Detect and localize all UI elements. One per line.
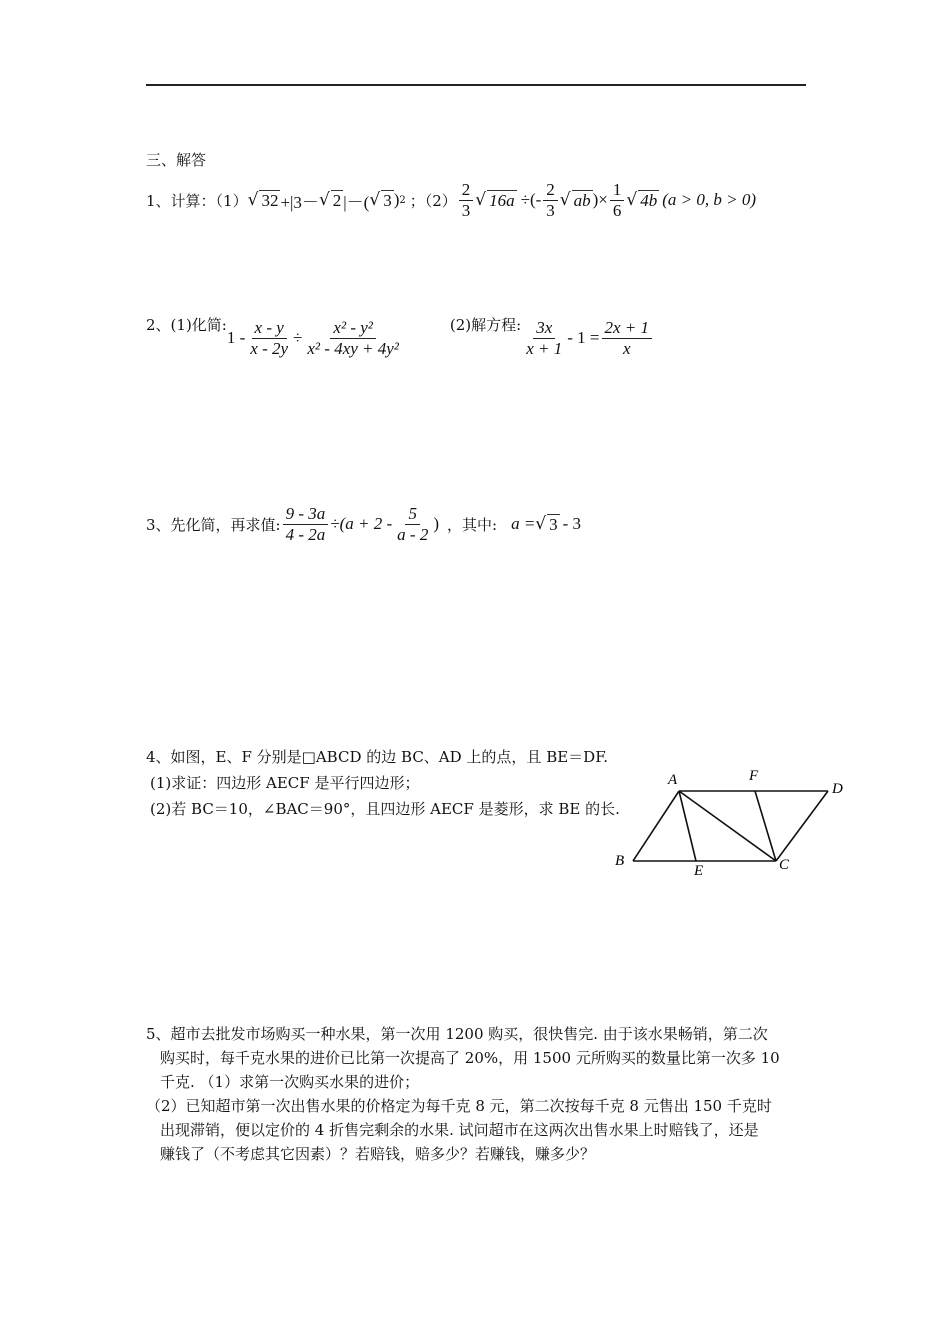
q3-value-a: a =	[511, 514, 536, 533]
question-3: 3、先化简，再求值: $\frac{9 - 3a}{4 - 2a}$ ÷(a + 2 - $\frac{5}{a - 2}$ ) ，其中: a = √ 3 - 3	[146, 503, 582, 544]
q1-fraction-3: $\frac{1}{6}$	[610, 180, 625, 220]
q3-op: ÷(a + 2 -	[330, 514, 393, 533]
segment-fc	[755, 791, 776, 861]
q2-fraction-d: $\frac{2x + 1}{x}$	[602, 318, 653, 358]
q1-part-d: |－(	[343, 192, 370, 212]
q1-lead: 1、计算：（1）	[146, 191, 248, 210]
q5-line-5: 出现滞销，便以定价的 4 折售完剩余的水果. 试问超市在这两次出售水果上时赔钱了，还是	[160, 1121, 759, 1139]
question-2	[146, 314, 654, 362]
q1-radicand-2: 2	[332, 190, 342, 210]
q5-line-6: 赚钱了（不考虑其它因素）？若赔钱，赔多少？若赚钱，赚多少？	[160, 1145, 596, 1163]
q3-value-b: - 3	[562, 514, 582, 533]
q3-value-radicand: 3	[549, 514, 558, 534]
q5-line-4: （2）已知超市第一次出售水果的价格定为每千克 8 元，第二次按每千克 8 元售出 150 千克时	[146, 1097, 772, 1115]
q2-middle: - 1 =	[567, 328, 600, 347]
q3-lead: 3、先化简，再求值:	[146, 515, 281, 534]
q3-fraction-a: $\frac{9 - 3a}{4 - 2a}$	[283, 504, 329, 544]
q2-one: 1 -	[226, 328, 246, 347]
label-a: A	[668, 772, 678, 788]
q4-line-2: (1)求证：四边形 AECF 是平行四边形；	[150, 774, 420, 792]
q4-line-1: 4、如图，E、F 分别是□ABCD 的边 BC、AD 上的点，且 BE＝DF.	[146, 748, 609, 766]
q1-part-b: +|3－	[280, 192, 319, 212]
q3-where: ，其中:	[447, 515, 498, 534]
label-d: D	[832, 781, 843, 797]
q2-lead: 2、(1)化简:	[146, 316, 227, 334]
header-rule	[146, 84, 806, 86]
edge-ab	[633, 791, 679, 861]
label-c: C	[779, 857, 790, 873]
edge-cd	[776, 791, 828, 861]
q5-line-2: 购买时，每千克水果的进价已比第一次提高了 20%，用 1500 元所购买的数量比第一次多 10	[160, 1049, 780, 1067]
q1-part-f: )	[393, 190, 400, 209]
q2-divide: ÷	[293, 328, 303, 347]
q1-condition: (a > 0, b > 0)	[662, 190, 756, 209]
q1-radicand-4: 16a	[489, 190, 515, 210]
q2-fraction-b: $\frac{\text{x² - y²}}{\text{x² - 4xy + 4y²}}$	[307, 317, 399, 358]
label-f: F	[749, 768, 759, 784]
q2-fraction-a: $\frac{x - y}{x - 2y}$	[250, 317, 289, 358]
q1-exponent: 2	[399, 194, 406, 206]
q1-fraction-2: $\frac{2}{3}$	[543, 180, 558, 220]
parallelogram-figure	[610, 760, 850, 882]
q3-fraction-b: $\frac{5}{a - 2}$	[397, 503, 429, 544]
q4-line-3: (2)若 BC＝10，∠BAC＝90°，且四边形 AECF 是菱形，求 BE 的长.	[150, 800, 620, 818]
q1-op-1: ÷(-	[520, 190, 542, 209]
q1-op-2: )×	[592, 190, 608, 209]
q1-radicand-5: ab	[573, 190, 591, 210]
label-b: B	[615, 853, 625, 869]
q1-radicand-6: 4b	[640, 190, 658, 210]
q1-radicand-3: 3	[383, 190, 392, 210]
q1-part-h: ；（2）	[409, 191, 457, 210]
label-e: E	[694, 863, 704, 879]
question-1: 1、计算：（1） √ 32 +|3－ √ 2 |－( √ 3 ) 2 ；（2） $\frac{2}{3}$ √ 16a ÷(- $\frac{2}{3}$ √ ab )× $\frac{1}{6}$ √ 4b (a > 0, b > 0)	[146, 179, 756, 220]
q2-fraction-c: $\frac{3x}{x + 1}$	[526, 317, 563, 358]
q1-radicand-1: 32	[261, 190, 279, 210]
q5-line-3: 千克. （1）求第一次购买水果的进价；	[160, 1073, 420, 1091]
section-title: 三、解答	[146, 151, 207, 169]
q2-lead-2: (2)解方程:	[449, 316, 522, 334]
q1-fraction-1: $\frac{2}{3}$	[459, 180, 474, 220]
q3-close: )	[433, 514, 439, 533]
q5-line-1: 5、超市去批发市场购买一种水果，第一次用 1200 购买，很快售完. 由于该水果畅销，第二次	[146, 1025, 768, 1043]
